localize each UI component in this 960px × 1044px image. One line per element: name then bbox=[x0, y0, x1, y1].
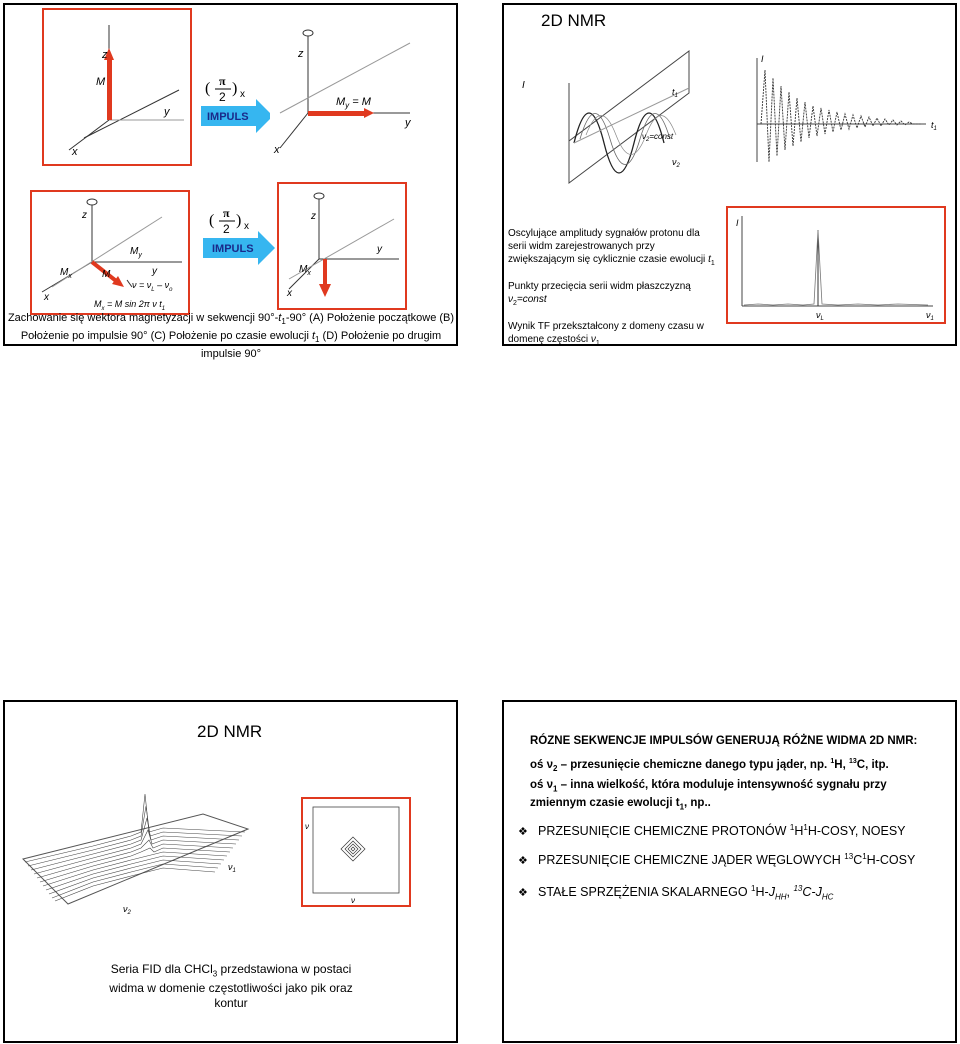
slide-pulse-sequences bbox=[502, 700, 957, 1043]
magnetization-caption: Zachowanie się wektora magnetyzacji w sekwencji $90^\circ-t_1-90^\circ$ (A) Położenie początkowe (B) Położenie po impulsie 90° (C) Położenie po czasie ewolucji $t_1$ (D) Położenie po drugim impulsie 90° bbox=[7, 312, 455, 361]
pulse-top-subscript: x bbox=[240, 89, 245, 100]
svg-text:(: ( bbox=[205, 80, 211, 97]
pulse-bottom-numerator: π bbox=[223, 206, 230, 220]
bullet-carbon-cosy: ❖ PRZESUNIĘCIE CHEMICZNE JĄDER WĘGLOWYCH $^{13}C^1H$-COSY bbox=[518, 852, 916, 868]
panel-b-after-pulse bbox=[270, 13, 425, 163]
axis-x-label: x bbox=[44, 292, 49, 303]
axis-y-label: y bbox=[405, 117, 411, 129]
axis-y-label: y bbox=[164, 106, 170, 118]
contour-nu2-label: ν bbox=[351, 896, 355, 905]
fid-decay-plot bbox=[751, 50, 951, 168]
pulse-top-label: IMPULS bbox=[207, 111, 249, 123]
vector-mx-label: $M_x$ bbox=[60, 267, 72, 280]
frequency-domain-figure bbox=[726, 206, 946, 324]
axis-x-label: x bbox=[274, 144, 280, 156]
intensity-axis-label: I bbox=[522, 80, 525, 91]
axis-nu2-description: oś $\nu_2$ – przesunięcie chemiczne danego typu jąder, np. $^1$H, $^{13}$C, itp. bbox=[530, 758, 889, 774]
t1-axis-label: $t_1$ bbox=[672, 87, 678, 99]
pulse-bottom bbox=[203, 205, 278, 265]
chcl3-caption: Seria FID dla CHCl$_3$ przedstawiona w postaci widma w domenie częstotliwości jako pik oraz kontur bbox=[109, 962, 353, 1011]
svg-text:(: ( bbox=[209, 212, 215, 229]
axis-z-label: z bbox=[311, 211, 316, 222]
contour-nu1-label: ν bbox=[305, 822, 309, 831]
panel-d-after-second-pulse bbox=[277, 182, 407, 310]
fid-decay-figure bbox=[751, 50, 951, 168]
axis-z-label: z bbox=[102, 49, 108, 61]
svg-text:): ) bbox=[236, 212, 242, 229]
vector-m-label: M bbox=[102, 269, 111, 280]
time-domain-3d-figure bbox=[514, 43, 702, 193]
nu1-axis-label: $\nu_1$ bbox=[926, 310, 934, 322]
vector-m-label: M bbox=[96, 76, 106, 88]
panel-c-diagram bbox=[32, 192, 188, 313]
axis-y-label: y bbox=[152, 266, 157, 277]
stacked-nu1-label: $\nu_1$ bbox=[228, 862, 236, 874]
nu-label: $\nu = \nu_L - \nu_o$ bbox=[132, 280, 173, 293]
axis-y-label: y bbox=[377, 244, 382, 255]
contour-plot bbox=[303, 799, 409, 905]
ft-result-description: Wynik TF przekształcony z domeny czasu w domenę częstości $\nu_1$ bbox=[508, 321, 704, 347]
bullet-proton-cosy: ❖ PRZESUNIĘCIE CHEMICZNE PROTONÓW $^1H^1H$-COSY, NOESY bbox=[518, 823, 906, 839]
mx-formula: $M_x = M$ sin 2π ν $t_1$ bbox=[94, 299, 166, 312]
slide3-title: 2D NMR bbox=[197, 722, 263, 741]
panel-b-diagram bbox=[270, 13, 425, 163]
sequences-heading: RÓZNE SEKWENCJE IMPULSÓW GENERUJĄ RÓŻNE WIDMA 2D NMR: bbox=[530, 735, 918, 747]
axis-x-label: x bbox=[287, 288, 292, 299]
nu-larmor-label: $\nu_L$ bbox=[816, 310, 824, 322]
vector-mx-label: $M_x$ bbox=[299, 264, 311, 277]
nu2-axis-label: $\nu_2$ bbox=[672, 157, 680, 169]
slide2-title: 2D NMR bbox=[541, 11, 607, 30]
pulse-top-denominator: 2 bbox=[219, 90, 226, 104]
axis-z-label: z bbox=[298, 48, 304, 60]
t1-axis-label-2: $t_1$ bbox=[931, 120, 937, 132]
vector-my-label: $M_y = M$ bbox=[336, 96, 371, 110]
intensity-axis-label-2: I bbox=[761, 54, 764, 64]
contour-plot-figure bbox=[301, 797, 411, 907]
stacked-nu2-label: $\nu_2$ bbox=[123, 904, 131, 914]
pulse-top-arrow bbox=[201, 73, 276, 133]
diamond-bullet-icon: ❖ bbox=[518, 886, 528, 900]
stacked-plot bbox=[13, 774, 258, 914]
pulse-bottom-denominator: 2 bbox=[223, 222, 230, 236]
slide2-text bbox=[508, 227, 718, 350]
stacked-plot-figure bbox=[13, 774, 258, 914]
axis-z-label: z bbox=[82, 210, 87, 221]
time-domain-3d-plot bbox=[514, 43, 702, 193]
axis-x-label: x bbox=[72, 146, 78, 158]
slide-2d-nmr-principle bbox=[502, 3, 957, 346]
panel-c-evolution bbox=[30, 190, 190, 315]
intersection-description: Punkty przecięcia serii widm płaszczyzną $\nu_2=const$ bbox=[508, 281, 691, 307]
vector-my-label: $M_y$ bbox=[130, 246, 142, 259]
nu2-const-label: $\nu_2=const$ bbox=[642, 132, 674, 143]
intensity-axis-label-3: I bbox=[736, 218, 739, 228]
panel-d-diagram bbox=[279, 184, 405, 308]
pulse-top bbox=[201, 73, 276, 133]
bullet-coupling-constants: ❖ STAŁE SPRZĘŻENIA SKALARNEGO $^1H-J_{HH}$, $^{13}C-J_{HC}$ bbox=[518, 884, 834, 902]
slide-2d-nmr-chcl3 bbox=[3, 700, 458, 1043]
pulse-bottom-subscript: x bbox=[244, 221, 249, 232]
oscillation-description: Oscylujące amplitudy sygnałów protonu dla serii widm zarejestrowanych przy zwiększającym się cyklicznie czasie ewolucji $t_1$ bbox=[508, 228, 715, 267]
frequency-domain-plot bbox=[728, 208, 944, 322]
slide-magnetization bbox=[3, 3, 458, 361]
diamond-bullet-icon: ❖ bbox=[518, 854, 528, 868]
diamond-bullet-icon: ❖ bbox=[518, 825, 528, 839]
pulse-bottom-label: IMPULS bbox=[212, 243, 254, 255]
pulse-bottom-arrow bbox=[203, 205, 278, 265]
svg-text:): ) bbox=[232, 80, 238, 97]
panel-a-initial bbox=[42, 8, 192, 166]
pulse-top-numerator: π bbox=[219, 74, 226, 88]
panel-a-diagram bbox=[44, 10, 190, 164]
axis-nu1-description: oś $\nu_1$ – inna wielkość, która moduluje intensywność sygnału przy zmiennym czasie ewolucji $t_1$, np.. bbox=[530, 779, 887, 812]
